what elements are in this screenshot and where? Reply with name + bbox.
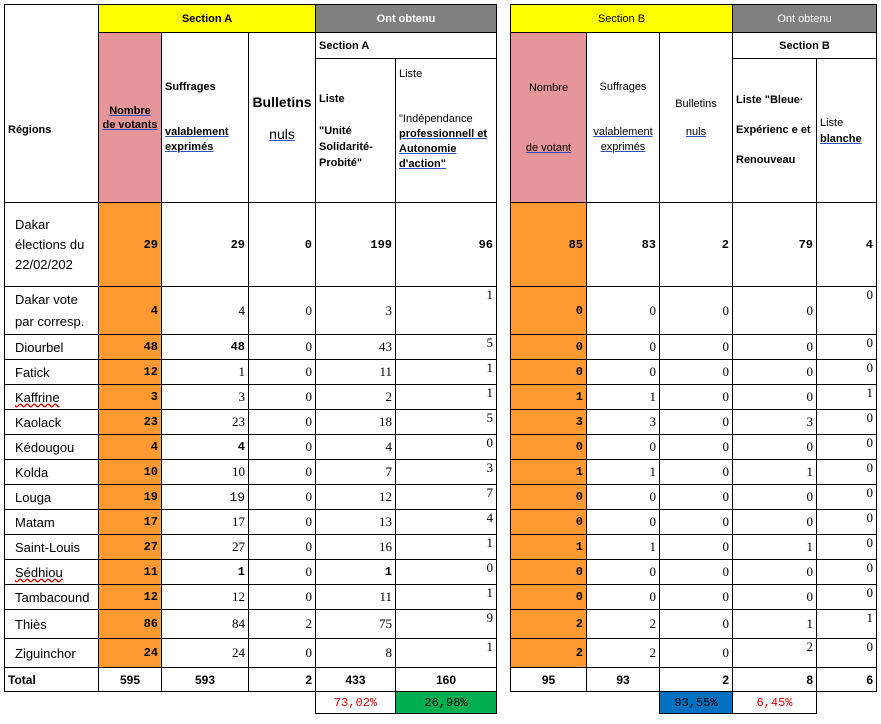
b-bulletins-header: Bulletins nuls (660, 33, 733, 203)
b-suffrages-cell: 83 (587, 203, 660, 287)
b-suffrages-cell: 0 (587, 510, 660, 535)
b-liste1-cell: 0 (733, 360, 817, 385)
a-suffrages-cell: 3 (162, 385, 249, 410)
ont-obtenu-b-header: Ont obtenu (733, 5, 877, 33)
b-nuls-cell: 0 (660, 585, 733, 610)
b-nuls-cell: 0 (660, 535, 733, 560)
a-liste1-cell: 16 (316, 535, 396, 560)
table-row (5, 585, 877, 610)
b-nuls-cell: 0 (660, 510, 733, 535)
region-cell: Dakar vote par corresp. (5, 287, 99, 335)
b-suffrages-cell: 0 (587, 485, 660, 510)
a-liste1-cell: 3 (316, 287, 396, 335)
a-liste1-cell: 18 (316, 410, 396, 435)
a-suffrages-cell: 19 (162, 485, 249, 510)
table-row (5, 485, 877, 510)
a-liste2-cell: 1 (396, 360, 497, 385)
b-liste2-cell: 0 (817, 485, 877, 510)
a-votants-cell: 12 (99, 360, 162, 385)
percentage-row (5, 692, 877, 714)
b-suffrages-cell: 0 (587, 360, 660, 385)
b-nuls-cell: 0 (660, 610, 733, 639)
b-nuls-cell: 2 (660, 203, 733, 287)
table-row (5, 287, 877, 335)
b-liste2-cell: 0 (817, 535, 877, 560)
table-row (5, 410, 877, 435)
b-liste1-cell: 0 (733, 560, 817, 585)
a-liste2-header: Liste "Indépendance professionnell et Autonomie d'action" (396, 59, 497, 203)
a-votants-cell: 4 (99, 287, 162, 335)
b-liste2-cell: 0 (817, 560, 877, 585)
a-liste1-cell: 4 (316, 435, 396, 460)
total-a-nuls: 2 (249, 668, 316, 692)
b-suffrages-cell: 1 (587, 385, 660, 410)
a-votants-cell: 3 (99, 385, 162, 410)
a-nuls-cell: 0 (249, 560, 316, 585)
a-votants-cell: 19 (99, 485, 162, 510)
b-votants-cell: 0 (511, 360, 587, 385)
a-suffrages-header: Suffrages valablement exprimés (162, 33, 249, 203)
sub-section-b-header: Section B (733, 33, 877, 59)
b-votants-cell: 2 (511, 610, 587, 639)
b-liste1-cell: 2 (733, 639, 817, 668)
b-votants-cell: 0 (511, 560, 587, 585)
b-suffrages-cell: 0 (587, 335, 660, 360)
a-liste1-cell: 199 (316, 203, 396, 287)
region-cell: Dakar élections du 22/02/202 (5, 203, 99, 287)
b-liste1-cell: 0 (733, 585, 817, 610)
a-liste1-cell: 11 (316, 585, 396, 610)
b-nuls-cell: 0 (660, 485, 733, 510)
b-votants-cell: 0 (511, 287, 587, 335)
b-liste2-cell: 0 (817, 510, 877, 535)
a-votants-cell: 86 (99, 610, 162, 639)
a-suffrages-cell: 1 (162, 560, 249, 585)
a-liste2-cell: 1 (396, 535, 497, 560)
a-liste2-cell: 1 (396, 639, 497, 668)
b-liste1-cell: 0 (733, 385, 817, 410)
b-nuls-cell: 0 (660, 410, 733, 435)
b-liste1-cell: 1 (733, 610, 817, 639)
b-liste1-cell: 0 (733, 287, 817, 335)
total-b-votants: 95 (511, 668, 587, 692)
region-cell: Thiès (5, 610, 99, 639)
b-votants-cell: 1 (511, 385, 587, 410)
b-liste2-cell: 4 (817, 203, 877, 287)
b-liste1-cell: 0 (733, 510, 817, 535)
a-nuls-cell: 0 (249, 485, 316, 510)
section-b-header: Section B (511, 5, 733, 33)
ont-obtenu-a-header: Ont obtenu (316, 5, 497, 33)
b-suffrages-cell: 0 (587, 560, 660, 585)
b-suffrages-cell: 2 (587, 639, 660, 668)
region-cell: Saint-Louis (5, 535, 99, 560)
table-row (5, 560, 877, 585)
a-nuls-cell: 0 (249, 535, 316, 560)
b-liste2-cell: 0 (817, 410, 877, 435)
region-cell: Ziguinchor (5, 639, 99, 668)
a-suffrages-cell: 4 (162, 287, 249, 335)
pct-b-liste1: 93,55% (660, 692, 733, 714)
a-liste1-cell: 43 (316, 335, 396, 360)
a-liste1-cell: 2 (316, 385, 396, 410)
a-votants-cell: 23 (99, 410, 162, 435)
b-liste1-cell: 0 (733, 435, 817, 460)
a-nuls-cell: 0 (249, 203, 316, 287)
a-liste2-cell: 1 (396, 287, 497, 335)
b-suffrages-cell: 3 (587, 410, 660, 435)
a-liste2-cell: 96 (396, 203, 497, 287)
b-nuls-cell: 0 (660, 639, 733, 668)
b-votants-cell: 3 (511, 410, 587, 435)
a-liste1-cell: 1 (316, 560, 396, 585)
a-liste2-cell: 9 (396, 610, 497, 639)
a-suffrages-cell: 29 (162, 203, 249, 287)
table-row (5, 203, 877, 287)
section-a-header: Section A (99, 5, 316, 33)
region-cell: Matam (5, 510, 99, 535)
regions-header: Régions (5, 59, 99, 203)
a-nuls-cell: 0 (249, 385, 316, 410)
b-nuls-cell: 0 (660, 560, 733, 585)
table-row (5, 639, 877, 668)
total-label: Total (5, 668, 99, 692)
region-cell: Kaffrine (5, 385, 99, 410)
b-liste2-cell: 0 (817, 460, 877, 485)
total-row (5, 668, 877, 692)
total-b-suffrages: 93 (587, 668, 660, 692)
a-liste2-cell: 0 (396, 435, 497, 460)
b-suffrages-cell: 2 (587, 610, 660, 639)
b-votants-cell: 0 (511, 335, 587, 360)
table-row (5, 460, 877, 485)
a-votants-cell: 4 (99, 435, 162, 460)
b-suffrages-cell: 0 (587, 435, 660, 460)
a-bulletins-header: Bulletins nuls (249, 33, 316, 203)
region-cell: Tambacound (5, 585, 99, 610)
a-liste2-cell: 1 (396, 585, 497, 610)
b-liste2-cell: 0 (817, 639, 877, 668)
pct-b-liste2: 6,45% (733, 692, 817, 714)
a-suffrages-cell: 84 (162, 610, 249, 639)
b-nuls-cell: 0 (660, 460, 733, 485)
region-cell: Kaolack (5, 410, 99, 435)
b-liste2-cell: 0 (817, 360, 877, 385)
b-nuls-cell: 0 (660, 335, 733, 360)
b-liste1-cell: 1 (733, 460, 817, 485)
a-liste1-cell: 75 (316, 610, 396, 639)
a-votants-cell: 29 (99, 203, 162, 287)
region-cell: Diourbel (5, 335, 99, 360)
b-liste1-header: Liste "Bleue· Expérienc e et Renouveau (733, 59, 817, 203)
a-votants-cell: 11 (99, 560, 162, 585)
b-liste2-cell: 0 (817, 585, 877, 610)
a-liste1-cell: 11 (316, 360, 396, 385)
a-nuls-cell: 0 (249, 360, 316, 385)
a-votants-cell: 10 (99, 460, 162, 485)
b-votants-cell: 1 (511, 460, 587, 485)
a-nuls-cell: 0 (249, 410, 316, 435)
region-cell: Sédhiou (5, 560, 99, 585)
results-table (4, 4, 877, 714)
region-cell: Kolda (5, 460, 99, 485)
a-nuls-cell: 0 (249, 639, 316, 668)
a-liste2-cell: 5 (396, 410, 497, 435)
table-row (5, 385, 877, 410)
a-suffrages-cell: 10 (162, 460, 249, 485)
a-suffrages-cell: 17 (162, 510, 249, 535)
a-nuls-cell: 0 (249, 510, 316, 535)
table-row (5, 360, 877, 385)
total-a-liste2: 160 (396, 668, 497, 692)
a-liste2-cell: 4 (396, 510, 497, 535)
a-suffrages-cell: 23 (162, 410, 249, 435)
b-liste2-cell: 1 (817, 385, 877, 410)
b-votants-cell: 2 (511, 639, 587, 668)
a-nuls-cell: 0 (249, 585, 316, 610)
b-nuls-cell: 0 (660, 385, 733, 410)
region-cell: Louga (5, 485, 99, 510)
sub-section-a-header: Section A (316, 33, 497, 59)
b-votants-cell: 0 (511, 510, 587, 535)
a-suffrages-cell: 24 (162, 639, 249, 668)
a-liste1-cell: 13 (316, 510, 396, 535)
a-liste2-cell: 7 (396, 485, 497, 510)
total-a-liste1: 433 (316, 668, 396, 692)
a-votants-cell: 24 (99, 639, 162, 668)
corner-cell (5, 5, 99, 59)
a-suffrages-cell: 1 (162, 360, 249, 385)
table-row (5, 610, 877, 639)
table-row (5, 435, 877, 460)
b-liste2-cell: 0 (817, 335, 877, 360)
pct-a-liste2: 26,98% (396, 692, 497, 714)
b-liste1-cell: 0 (733, 485, 817, 510)
a-nuls-cell: 0 (249, 335, 316, 360)
b-nombre-votant-header: Nombre de votant (511, 33, 587, 203)
a-votants-cell: 27 (99, 535, 162, 560)
a-suffrages-cell: 12 (162, 585, 249, 610)
b-liste2-header: Liste blanche (817, 59, 877, 203)
b-nuls-cell: 0 (660, 287, 733, 335)
b-liste1-cell: 79 (733, 203, 817, 287)
b-nuls-cell: 0 (660, 435, 733, 460)
a-nuls-cell: 0 (249, 460, 316, 485)
b-votants-cell: 0 (511, 435, 587, 460)
a-votants-cell: 17 (99, 510, 162, 535)
a-suffrages-cell: 27 (162, 535, 249, 560)
total-b-liste1: 8 (733, 668, 817, 692)
a-nuls-cell: 0 (249, 287, 316, 335)
total-a-suffrages: 593 (162, 668, 249, 692)
b-suffrages-header: Suffrages valablement exprimés (587, 33, 660, 203)
table-row (5, 510, 877, 535)
a-nuls-cell: 0 (249, 435, 316, 460)
b-suffrages-cell: 1 (587, 460, 660, 485)
a-suffrages-cell: 4 (162, 435, 249, 460)
b-liste1-cell: 1 (733, 535, 817, 560)
table-row (5, 535, 877, 560)
a-nombre-votants-header: Nombre de votants (99, 33, 162, 203)
a-nuls-cell: 2 (249, 610, 316, 639)
b-liste1-cell: 0 (733, 335, 817, 360)
region-cell: Fatick (5, 360, 99, 385)
a-liste2-cell: 1 (396, 385, 497, 410)
a-suffrages-cell: 48 (162, 335, 249, 360)
a-votants-cell: 48 (99, 335, 162, 360)
b-votants-cell: 0 (511, 485, 587, 510)
b-nuls-cell: 0 (660, 360, 733, 385)
total-b-nuls: 2 (660, 668, 733, 692)
b-votants-cell: 1 (511, 535, 587, 560)
a-liste1-header: Liste "Unité Solidarité- Probité" (316, 59, 396, 203)
b-liste1-cell: 3 (733, 410, 817, 435)
b-suffrages-cell: 1 (587, 535, 660, 560)
total-a-votants: 595 (99, 668, 162, 692)
a-liste1-cell: 7 (316, 460, 396, 485)
b-suffrages-cell: 0 (587, 585, 660, 610)
b-suffrages-cell: 0 (587, 287, 660, 335)
b-votants-cell: 0 (511, 585, 587, 610)
a-liste2-cell: 3 (396, 460, 497, 485)
table-row (5, 335, 877, 360)
pct-a-liste1: 73,02% (316, 692, 396, 714)
total-b-liste2: 6 (817, 668, 877, 692)
a-liste1-cell: 8 (316, 639, 396, 668)
region-cell: Kédougou (5, 435, 99, 460)
a-liste2-cell: 5 (396, 335, 497, 360)
a-votants-cell: 12 (99, 585, 162, 610)
b-liste2-cell: 1 (817, 610, 877, 639)
b-liste2-cell: 0 (817, 287, 877, 335)
column-gap (497, 5, 511, 692)
b-liste2-cell: 0 (817, 435, 877, 460)
a-liste2-cell: 0 (396, 560, 497, 585)
b-votants-cell: 85 (511, 203, 587, 287)
a-liste1-cell: 12 (316, 485, 396, 510)
